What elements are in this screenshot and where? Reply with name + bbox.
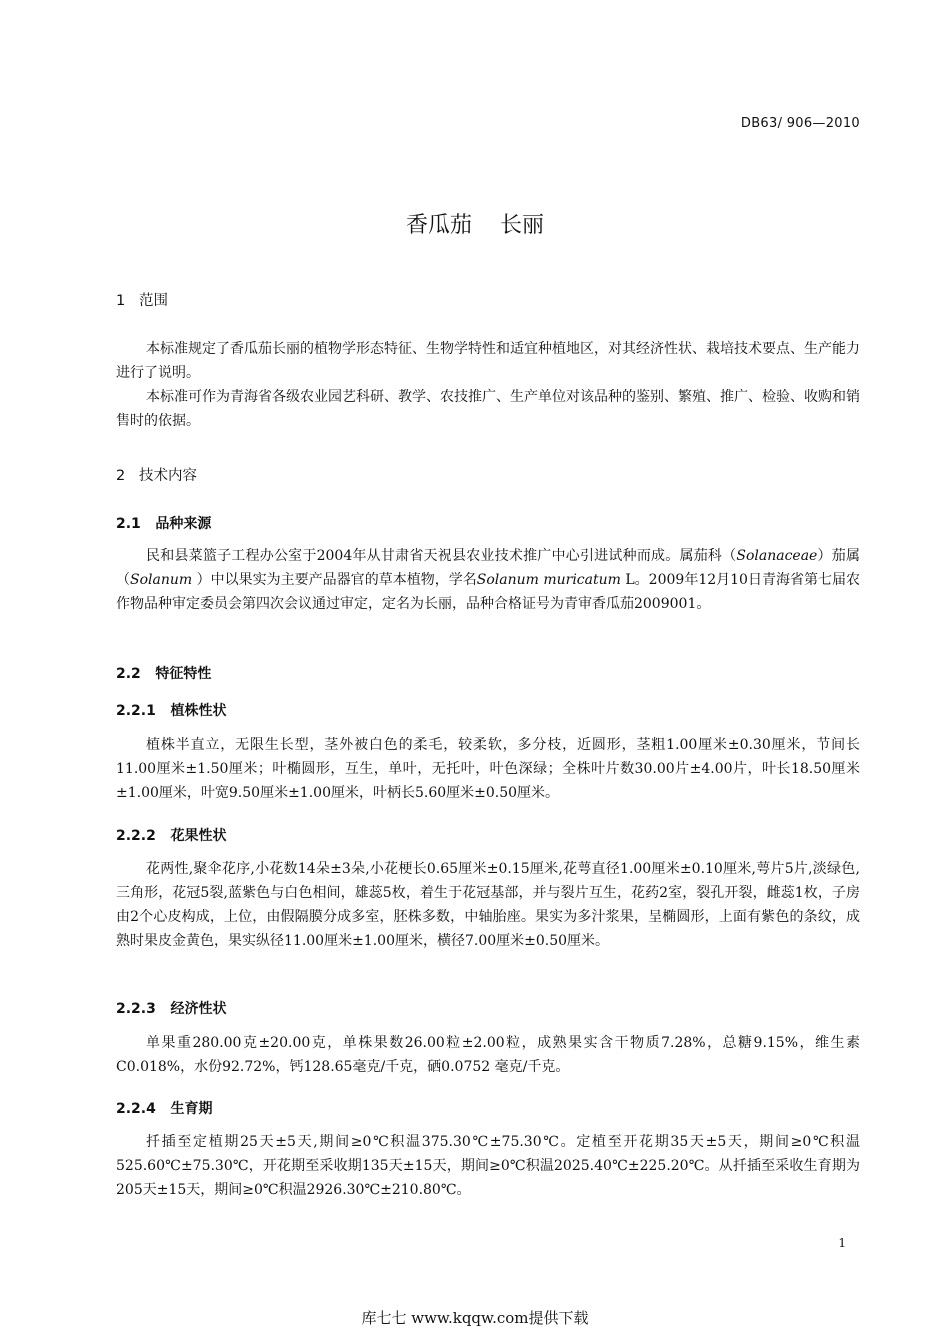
latin-species-name: Solanum muricatum bbox=[476, 572, 621, 588]
paragraph-scope-1: 本标准规定了香瓜茄长丽的植物学形态特征、生物学特性和适宜种植地区，对其经济性状、栽培技术要点、生产能力进行了说明。 bbox=[116, 341, 860, 381]
document-number: DB63/ 906—2010 bbox=[740, 116, 860, 131]
paragraph-origin bbox=[116, 544, 860, 616]
section-heading-technical: 2 技术内容 bbox=[116, 468, 198, 484]
subsection-heading-plant: 2.2.1 植株性状 bbox=[116, 703, 227, 719]
paragraph-economic: 单果重280.00克±20.00克，单株果数26.00粒±2.00粒，成熟果实含干物质7.28%，总糖9.15%，维生素C0.018%，水份92.72%，钙128.65毫克/千克，硒0.0752 毫克/千克。 bbox=[116, 1035, 860, 1075]
subsection-heading-flower-fruit: 2.2.2 花果性状 bbox=[116, 828, 227, 844]
subsection-heading-growth-period: 2.2.4 生育期 bbox=[116, 1101, 213, 1117]
subsection-heading-origin: 2.1 品种来源 bbox=[116, 516, 212, 532]
latin-family-name: Solanaceae bbox=[736, 548, 818, 564]
document-title: 香瓜茄 长丽 bbox=[406, 213, 544, 238]
subsection-heading-economic: 2.2.3 经济性状 bbox=[116, 1001, 227, 1017]
origin-text-c: ）中以果实为主要产品器官的草本植物，学名 bbox=[192, 572, 477, 588]
paragraph-flower-fruit: 花两性,聚伞花序,小花数14朵±3朵,小花梗长0.65厘米±0.15厘米,花萼直径1.00厘米±0.10厘米,萼片5片,淡绿色,三角形，花冠5裂,蓝紫色与白色相间，雄蕊5枚，着生于花冠基部，并与裂片互生，花药2室，裂孔开裂，雌蕊1枚，子房由2个心皮构成，上位，由假隔膜分成多室，胚株多数，中轴胎座。果实为多汁浆果，呈椭圆形，上面有紫色的条纹，成熟时果皮金黄色，果实纵径11.00厘米±1.00厘米，横径7.00厘米±0.50厘米。 bbox=[116, 861, 860, 949]
download-watermark: 库七七 www.kqqw.com提供下载 bbox=[361, 1309, 589, 1327]
subsection-heading-characteristics: 2.2 特征特性 bbox=[116, 666, 212, 682]
origin-text-a: 民和县菜篮子工程办公室于2004年从甘肃省天祝县农业技术推广中心引进试种而成。属茄科（ bbox=[146, 548, 737, 564]
origin-text-d: L。2009年12月10日青海省第七届农作物品种审定委员会第四次会议通过审定，定名为长丽，品种合格证号为青审香瓜茄2009001。 bbox=[116, 572, 861, 612]
page-number: 1 bbox=[838, 1236, 846, 1250]
paragraph-plant: 植株半直立，无限生长型，茎外被白色的柔毛，较柔软，多分枝，近圆形，茎粗1.00厘米±0.30厘米，节间长11.00厘米±1.50厘米；叶椭圆形，互生，单叶，无托叶，叶色深绿；全株叶片数30.00片±4.00片，叶长18.50厘米±1.00厘米，叶宽9.50厘米±1.00厘米，叶柄长5.60厘米±0.50厘米。 bbox=[116, 737, 860, 801]
paragraph-scope-2: 本标准可作为青海省各级农业园艺科研、教学、农技推广、生产单位对该品种的鉴别、繁殖、推广、检验、收购和销售时的依据。 bbox=[116, 389, 860, 429]
latin-genus-name: Solanum bbox=[130, 572, 193, 588]
paragraph-growth-period: 扦插至定植期25天±5天,期间≥0℃积温375.30℃±75.30℃。定植至开花期35天±5天，期间≥0℃积温525.60℃±75.30℃，开花期至采收期135天±15天，期间≥0℃积温2025.40℃±225.20℃。从扦插至采收生育期为205天±15天，期间≥0℃积温2926.30℃±210.80℃。 bbox=[116, 1134, 860, 1198]
section-heading-scope: 1 范围 bbox=[116, 293, 169, 309]
origin-text-b: ）茄属（ bbox=[116, 548, 860, 588]
